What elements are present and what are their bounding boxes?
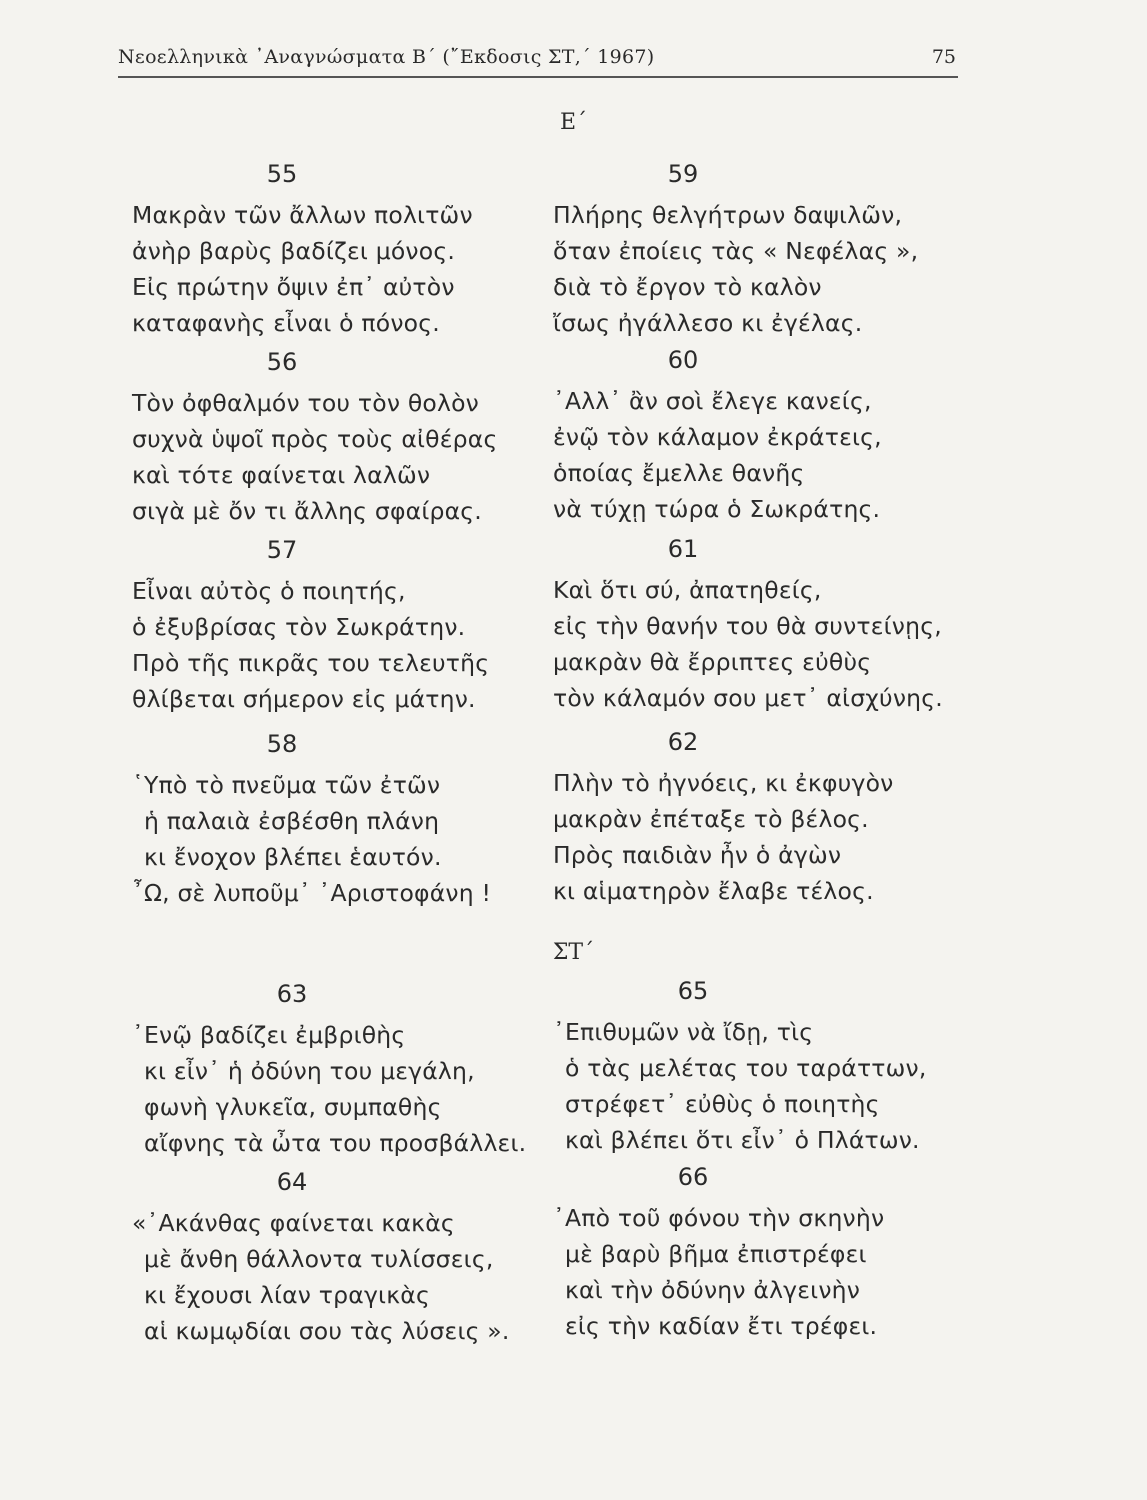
verse-line: ᾿Επιθυμῶν νὰ ἴδῃ, τὶς xyxy=(553,1018,814,1046)
stanza-57 xyxy=(132,531,572,717)
section-heading-e: Ε΄ xyxy=(559,110,588,135)
verse-line: Εἶναι αὐτὸς ὁ ποιητής, xyxy=(132,577,406,605)
verse-line: νὰ τύχῃ τώρα ὁ Σωκράτης. xyxy=(553,495,881,523)
verse-line: ῾Υπὸ τὸ πνεῦμα τῶν ἐτῶν xyxy=(132,771,441,799)
verse-line: σιγὰ μὲ ὄν τι ἄλλης σφαίρας. xyxy=(132,497,482,525)
verse-line: καταφανὴς εἶναι ὁ πόνος. xyxy=(132,309,440,337)
verse-line: Μακρὰν τῶν ἄλλων πολιτῶν xyxy=(132,201,473,229)
stanza-number: 62 xyxy=(667,728,699,756)
stanza-65 xyxy=(553,972,993,1158)
verse-line: ἴσως ἠγάλλεσο κι ἐγέλας. xyxy=(553,309,863,337)
verse-line: Τὸν ὀφθαλμόν του τὸν θολὸν xyxy=(132,389,479,417)
verse-line: καὶ τὴν ὀδύνην ἀλγεινὴν xyxy=(565,1276,861,1304)
stanza-59 xyxy=(553,155,993,341)
verse-line: μὲ βαρὺ βῆμα ἐπιστρέφει xyxy=(565,1240,867,1268)
verse-line: ὅταν ἐποίεις τὰς « Νεφέλας », xyxy=(553,237,919,265)
verse-line: ὁποίας ἔμελλε θανῆς xyxy=(553,459,805,487)
stanza-64 xyxy=(132,1163,572,1349)
verse-line: εἰς τὴν καδίαν ἔτι τρέφει. xyxy=(565,1312,878,1340)
verse-line: διὰ τὸ ἔργον τὸ καλὸν xyxy=(553,273,822,301)
stanza-number: 58 xyxy=(266,730,298,758)
verse-line: στρέφετ᾿ εὐθὺς ὁ ποιητὴς xyxy=(565,1090,880,1118)
stanza-number: 56 xyxy=(266,348,298,376)
stanza-number: 59 xyxy=(667,160,699,188)
verse-line: ἡ παλαιὰ ἐσβέσθη πλάνη xyxy=(144,807,440,835)
verse-line: Εἰς πρώτην ὄψιν ἐπ᾿ αὐτὸν xyxy=(132,273,455,301)
page-number: 75 xyxy=(931,46,956,68)
stanza-66 xyxy=(553,1158,993,1344)
stanza-60 xyxy=(553,341,993,527)
verse-line: κι αἱματηρὸν ἔλαβε τέλος. xyxy=(553,877,874,905)
verse-line: Πλήρης θελγήτρων δαψιλῶν, xyxy=(553,201,903,229)
stanza-number: 65 xyxy=(677,977,709,1005)
stanza-number: 60 xyxy=(667,346,699,374)
verse-line: αἴφνης τὰ ὦτα του προσβάλλει. xyxy=(144,1129,527,1157)
verse-line: μακρὰν θὰ ἔρριπτες εὐθὺς xyxy=(553,648,872,676)
verse-line: καὶ βλέπει ὅτι εἶν᾿ ὁ Πλάτων. xyxy=(565,1126,920,1154)
running-header xyxy=(118,40,958,78)
stanza-55 xyxy=(132,155,572,341)
verse-line: αἱ κωμῳδίαι σου τὰς λύσεις ». xyxy=(144,1317,510,1345)
verse-line: θλίβεται σήμερον εἰς μάτην. xyxy=(132,685,476,713)
stanza-61 xyxy=(553,530,993,716)
stanza-58 xyxy=(132,725,572,911)
stanza-number: 63 xyxy=(276,980,308,1008)
verse-line: ᾿Απὸ τοῦ φόνου τὴν σκηνὴν xyxy=(553,1204,885,1232)
stanza-number: 57 xyxy=(266,536,298,564)
verse-line: ἐνῷ τὸν κάλαμον ἐκράτεις, xyxy=(553,423,882,451)
verse-line: ἀνὴρ βαρὺς βαδίζει μόνος. xyxy=(132,237,455,265)
verse-line: Πρὸ τῆς πικρᾶς του τελευτῆς xyxy=(132,649,490,677)
verse-line: κι ἔνοχον βλέπει ἑαυτόν. xyxy=(144,843,442,871)
verse-line: ᾿Αλλ᾿ ἂν σοὶ ἔλεγε κανείς, xyxy=(553,387,872,415)
stanza-number: 64 xyxy=(276,1168,308,1196)
verse-line: «᾿Ακάνθας φαίνεται κακὰς xyxy=(132,1209,455,1237)
verse-line: Καὶ ὅτι σύ, ἀπατηθείς, xyxy=(553,576,822,604)
stanza-number: 55 xyxy=(266,160,298,188)
verse-line: μὲ ἄνθη θάλλοντα τυλίσσεις, xyxy=(144,1245,494,1273)
stanza-56 xyxy=(132,343,572,529)
verse-line: ὁ ἐξυβρίσας τὸν Σωκράτην. xyxy=(132,613,466,641)
verse-line: καὶ τότε φαίνεται λαλῶν xyxy=(132,461,431,489)
verse-line: ῏Ω, σὲ λυποῦμ᾿ ᾿Αριστοφάνη ! xyxy=(132,879,492,907)
stanza-number: 66 xyxy=(677,1163,709,1191)
verse-line: κι ἔχουσι λίαν τραγικὰς xyxy=(144,1281,430,1309)
verse-line: συχνὰ ὑψοῖ πρὸς τοὺς αἰθέρας xyxy=(132,425,498,453)
section-heading-st: ΣΤ΄ xyxy=(552,940,595,965)
verse-line: μακρὰν ἐπέταξε τὸ βέλος. xyxy=(553,805,869,833)
verse-line: ᾿Ενῷ βαδίζει ἐμβριθὴς xyxy=(132,1021,406,1049)
verse-line: ὁ τὰς μελέτας του ταράττων, xyxy=(565,1054,927,1082)
stanza-63 xyxy=(132,975,572,1161)
verse-line: κι εἶν᾿ ἡ ὀδύνη του μεγάλη, xyxy=(144,1057,475,1085)
running-title: Νεοελληνικὰ ᾿Αναγνώσματα Β΄ (῎Εκδοσις ΣΤ,΄ 1967) xyxy=(118,46,655,68)
verse-line: φωνὴ γλυκεῖα, συμπαθὴς xyxy=(144,1093,442,1121)
stanza-number: 61 xyxy=(667,535,699,563)
verse-line: τὸν κάλαμόν σου μετ᾿ αἰσχύνης. xyxy=(553,684,943,712)
verse-line: Πλὴν τὸ ἠγνόεις, κι ἐκφυγὸν xyxy=(553,769,894,797)
verse-line: Πρὸς παιδιὰν ἦν ὁ ἀγὼν xyxy=(553,841,842,869)
stanza-62 xyxy=(553,723,993,909)
verse-line: εἰς τὴν θανήν του θὰ συντείνῃς, xyxy=(553,612,942,640)
